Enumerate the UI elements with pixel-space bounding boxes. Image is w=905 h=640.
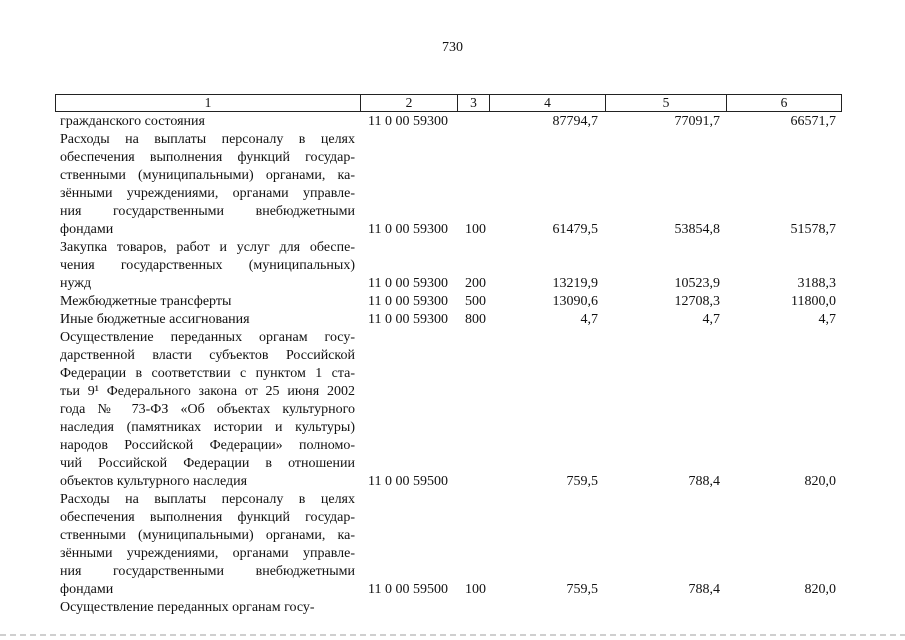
expense-type-code: 800 — [465, 312, 486, 327]
row-description — [60, 329, 355, 491]
description-line: зёнными учреждениями, органами управле- — [60, 546, 355, 561]
target-article-code: 11 0 00 59300 — [368, 294, 448, 309]
description-line: обеспечения выполнения функций государ- — [60, 150, 355, 165]
amount-year-3: 820,0 — [804, 582, 836, 597]
description-line: зёнными учреждениями, органами управле- — [60, 186, 355, 201]
column-header-5: 5 — [606, 95, 727, 112]
description-line: тьи 9¹ Федерального закона от 25 июня 2002 — [60, 384, 355, 399]
description-line: фондами — [60, 582, 114, 597]
amount-year-3: 11800,0 — [791, 294, 836, 309]
column-header-6: 6 — [727, 95, 842, 112]
description-line: нужд — [60, 276, 92, 291]
description-line: дарственной власти субъектов Российской — [60, 348, 355, 363]
target-article-code: 11 0 00 59300 — [368, 222, 448, 237]
amount-year-1: 4,7 — [580, 312, 598, 327]
description-line: наследия (памятниках истории и культуры) — [60, 420, 355, 435]
description-line: народов Российской Федерации» полномо- — [60, 438, 355, 453]
description-line: ния государственными внебюджетными — [60, 564, 355, 579]
column-header-1: 1 — [56, 95, 361, 112]
expense-type-code: 100 — [465, 582, 486, 597]
description-line: Федерации в соответствии с пунктом 1 ста- — [60, 366, 355, 381]
expense-type-code: 100 — [465, 222, 486, 237]
amount-year-1: 759,5 — [566, 474, 598, 489]
amount-year-2: 53854,8 — [674, 222, 720, 237]
description-line: фондами — [60, 222, 114, 237]
row-description — [60, 491, 355, 599]
description-line: Осуществление переданных органам госу- — [60, 330, 355, 345]
row-description — [60, 599, 355, 617]
description-line: Иные бюджетные ассигнования — [60, 312, 250, 327]
row-description — [60, 239, 355, 293]
column-header-2: 2 — [361, 95, 458, 112]
target-article-code: 11 0 00 59300 — [368, 114, 448, 129]
amount-year-3: 820,0 — [804, 474, 836, 489]
row-description — [60, 311, 355, 329]
target-article-code: 11 0 00 59300 — [368, 312, 448, 327]
target-article-code: 11 0 00 59500 — [368, 474, 448, 489]
description-line: Расходы на выплаты персоналу в целях — [60, 132, 355, 147]
expense-type-code: 500 — [465, 294, 486, 309]
expense-type-code: 200 — [465, 276, 486, 291]
target-article-code: 11 0 00 59300 — [368, 276, 448, 291]
column-header-4: 4 — [490, 95, 606, 112]
description-line: чения государственных (муниципальных) — [60, 258, 355, 273]
amount-year-3: 3188,3 — [797, 276, 836, 291]
description-line: ственными (муниципальными) органами, ка- — [60, 528, 355, 543]
amount-year-2: 788,4 — [688, 474, 720, 489]
scan-artifact-line — [0, 634, 905, 636]
amount-year-1: 61479,5 — [552, 222, 598, 237]
amount-year-2: 12708,3 — [674, 294, 720, 309]
amount-year-3: 51578,7 — [790, 222, 836, 237]
amount-year-2: 4,7 — [702, 312, 720, 327]
description-line: ственными (муниципальными) органами, ка- — [60, 168, 355, 183]
amount-year-3: 4,7 — [818, 312, 836, 327]
description-line: Расходы на выплаты персоналу в целях — [60, 492, 355, 507]
row-description — [60, 113, 355, 131]
description-line: Закупка товаров, работ и услуг для обеспе- — [60, 240, 355, 255]
description-line: объектов культурного наследия — [60, 474, 248, 489]
description-line: обеспечения выполнения функций государ- — [60, 510, 355, 525]
column-header-3: 3 — [458, 95, 490, 112]
amount-year-2: 77091,7 — [674, 114, 720, 129]
amount-year-3: 66571,7 — [790, 114, 836, 129]
amount-year-1: 13219,9 — [552, 276, 598, 291]
description-line: ния государственными внебюджетными — [60, 204, 355, 219]
amount-year-1: 13090,6 — [552, 294, 598, 309]
description-line: Межбюджетные трансферты — [60, 294, 232, 309]
amount-year-1: 87794,7 — [552, 114, 598, 129]
row-description — [60, 293, 355, 311]
description-line: чий Российской Федерации в отношении — [60, 456, 355, 471]
page-number: 730 — [442, 40, 463, 55]
amount-year-2: 10523,9 — [674, 276, 720, 291]
description-line: Осуществление переданных органам госу- — [60, 600, 315, 615]
target-article-code: 11 0 00 59500 — [368, 582, 448, 597]
amount-year-2: 788,4 — [688, 582, 720, 597]
description-line: года № 73-ФЗ «Об объектах культурного — [60, 402, 355, 417]
description-line: гражданского состояния — [60, 114, 205, 129]
row-description — [60, 131, 355, 239]
amount-year-1: 759,5 — [566, 582, 598, 597]
